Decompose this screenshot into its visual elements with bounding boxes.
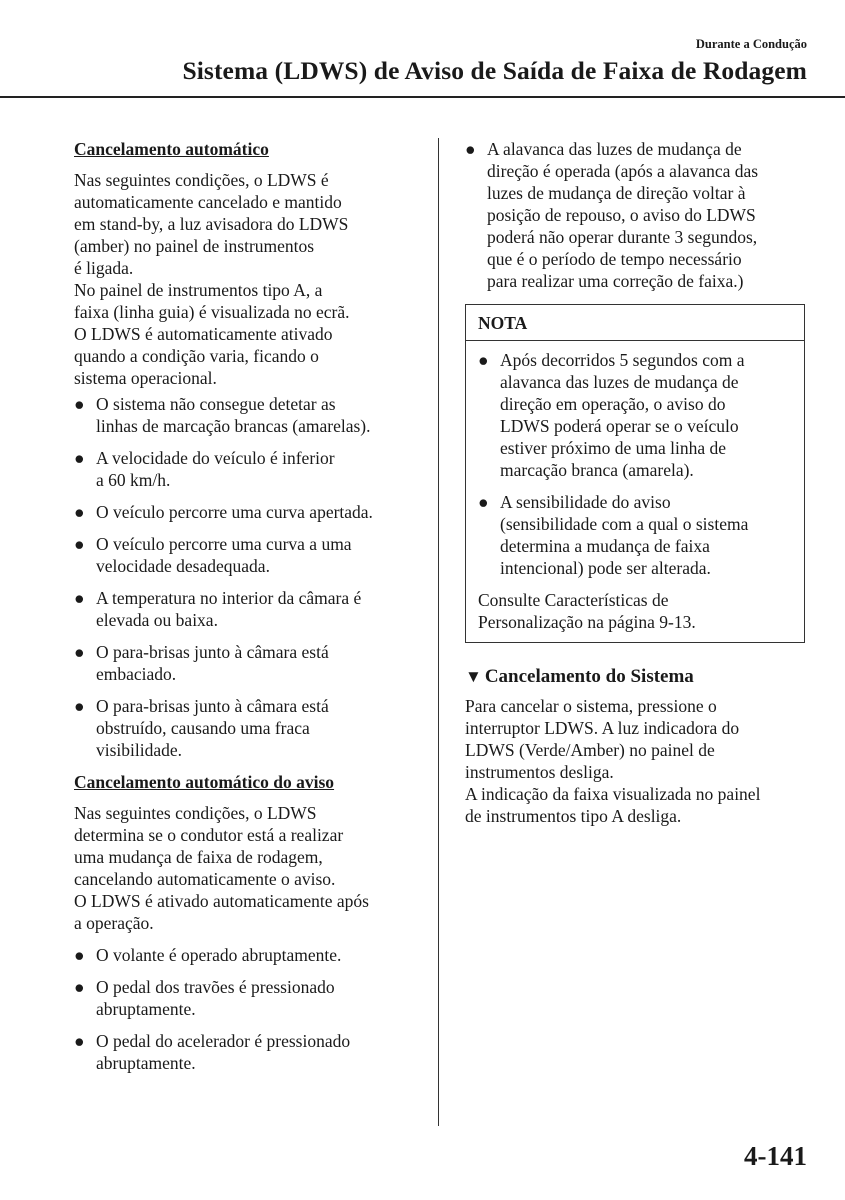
section-label: Durante a Condução [695, 37, 807, 51]
text-line: Personalização na página 9-13. [478, 612, 696, 632]
text-line: velocidade desadequada. [96, 556, 270, 576]
text-line: faixa (linha guia) é visualizada no ecrã. [74, 302, 350, 322]
warning-cancel-list [74, 944, 426, 1074]
text-line: Consulte Características de [478, 590, 669, 610]
list-item-text [96, 1030, 426, 1074]
list-item [465, 138, 810, 292]
text-line: Para cancelar o sistema, pressione o [465, 696, 717, 716]
bullet-dot: ● [478, 350, 489, 370]
text-line: elevada ou baixa. [96, 610, 218, 630]
list-item [74, 1030, 426, 1074]
text-line: cancelando automaticamente o aviso. [74, 869, 336, 889]
text-line: determina a mudança de faixa [500, 536, 710, 556]
text-line: posição de repouso, o aviso do LDWS [487, 205, 756, 225]
text-line: O pedal do acelerador é pressionado [96, 1031, 351, 1051]
list-item-text [96, 976, 426, 1020]
text-line: Após decorridos 5 segundos com a [500, 350, 745, 370]
list-item [74, 393, 426, 437]
text-line: A indicação da faixa visualizada no painel [465, 784, 761, 804]
list-item-text [96, 533, 426, 577]
list-item [74, 641, 426, 685]
bullet-dot: ● [74, 534, 85, 554]
text-line: direção em operação, o aviso do [500, 394, 726, 414]
warning-cancel-heading: Cancelamento automático do aviso [74, 772, 335, 792]
list-item [74, 944, 426, 966]
list-item [74, 587, 426, 631]
text-line: O sistema não consegue detetar as [96, 394, 336, 414]
list-item-text [96, 944, 426, 966]
text-line: obstruído, causando uma fraca [96, 718, 310, 738]
list-item [74, 533, 426, 577]
text-line: (amber) no painel de instrumentos [74, 236, 315, 256]
system-cancel-heading [465, 665, 810, 689]
right-column [465, 138, 810, 827]
bullet-dot: ● [478, 492, 489, 512]
text-line: automaticamente cancelado e mantido [74, 192, 342, 212]
text-line: A sensibilidade do aviso [500, 492, 671, 512]
lever-bullet-list [465, 138, 810, 292]
text-line: O para-brisas junto à câmara está [96, 642, 329, 662]
text-line: O veículo percorre uma curva a uma [96, 534, 352, 554]
list-item [74, 447, 426, 491]
list-item [478, 491, 792, 579]
list-item-text [96, 587, 426, 631]
text-line: interruptor LDWS. A luz indicadora do [465, 718, 740, 738]
system-cancel-heading-text: Cancelamento do Sistema [484, 666, 694, 687]
list-item-text [96, 447, 426, 491]
text-line: A alavanca das luzes de mudança de [487, 139, 742, 159]
bullet-dot: ● [74, 394, 85, 414]
warning-cancel-paragraph [74, 802, 426, 934]
bullet-dot: ● [74, 448, 85, 468]
text-line: embaciado. [96, 664, 177, 684]
text-line: No painel de instrumentos tipo A, a [74, 280, 323, 300]
text-line: estiver próximo de uma linha de [500, 438, 726, 458]
bullet-dot: ● [74, 945, 85, 965]
text-line: determina se o condutor está a realizar [74, 825, 344, 845]
system-cancel-paragraph [465, 695, 810, 827]
auto-cancel-list [74, 393, 426, 761]
bullet-dot: ● [74, 502, 85, 522]
text-line: de instrumentos tipo A desliga. [465, 806, 682, 826]
text-line: O LDWS é ativado automaticamente após [74, 891, 369, 911]
text-line: LDWS (Verde/Amber) no painel de [465, 740, 715, 760]
list-item-text [96, 501, 426, 523]
list-item [74, 976, 426, 1020]
triangle-down-icon: ▼ [465, 667, 482, 686]
note-box [465, 304, 805, 643]
text-line: luzes de mudança de direção voltar à [487, 183, 746, 203]
text-line: em stand-by, a luz avisadora do LDWS [74, 214, 349, 234]
text-line: instrumentos desliga. [465, 762, 614, 782]
list-item-text [96, 393, 426, 437]
text-line: A temperatura no interior da câmara é [96, 588, 362, 608]
page-number: 4-141 [744, 1141, 807, 1171]
text-line: intencional) pode ser alterada. [500, 558, 711, 578]
text-line: é ligada. [74, 258, 134, 278]
text-line: alavanca das luzes de mudança de [500, 372, 739, 392]
text-line: sistema operacional. [74, 368, 217, 388]
auto-cancel-heading: Cancelamento automático [74, 139, 269, 159]
text-line: A velocidade do veículo é inferior [96, 448, 335, 468]
text-line: LDWS poderá operar se o veículo [500, 416, 739, 436]
list-item-text [96, 641, 426, 685]
text-line: uma mudança de faixa de rodagem, [74, 847, 323, 867]
list-item [74, 501, 426, 523]
text-line: O veículo percorre uma curva apertada. [96, 502, 373, 522]
note-list [478, 349, 792, 579]
text-line: Nas seguintes condições, o LDWS é [74, 170, 329, 190]
note-title: NOTA [466, 305, 804, 341]
bullet-dot: ● [465, 139, 476, 159]
text-line: marcação branca (amarela). [500, 460, 694, 480]
column-divider [438, 138, 439, 1126]
text-line: O pedal dos travões é pressionado [96, 977, 335, 997]
text-line: quando a condição varia, ficando o [74, 346, 319, 366]
auto-cancel-paragraph [74, 169, 426, 389]
text-line: abruptamente. [96, 999, 196, 1019]
text-line: que é o período de tempo necessário [487, 249, 742, 269]
bullet-dot: ● [74, 642, 85, 662]
text-line: visibilidade. [96, 740, 183, 760]
list-item-text [500, 491, 792, 579]
text-line: a operação. [74, 913, 154, 933]
text-line: a 60 km/h. [96, 470, 171, 490]
note-body [466, 341, 804, 642]
text-line: linhas de marcação brancas (amarelas). [96, 416, 371, 436]
note-footer [478, 589, 792, 633]
list-item-text [500, 349, 792, 481]
bullet-dot: ● [74, 977, 85, 997]
list-item-text [96, 695, 426, 761]
bullet-dot: ● [74, 696, 85, 716]
title-rule [0, 96, 845, 98]
list-item [478, 349, 792, 481]
text-line: direção é operada (após a alavanca das [487, 161, 759, 181]
text-line: para realizar uma correção de faixa.) [487, 271, 744, 291]
text-line: O LDWS é automaticamente ativado [74, 324, 333, 344]
list-item [74, 695, 426, 761]
lever-bullet-text [487, 138, 810, 292]
text-line: O volante é operado abruptamente. [96, 945, 342, 965]
text-line: Nas seguintes condições, o LDWS [74, 803, 317, 823]
text-line: poderá não operar durante 3 segundos, [487, 227, 758, 247]
left-column [74, 138, 426, 1084]
text-line: (sensibilidade com a qual o sistema [500, 514, 749, 534]
page-title: Sistema (LDWS) de Aviso de Saída de Faixa de Rodagem [182, 56, 807, 85]
text-line: abruptamente. [96, 1053, 196, 1073]
bullet-dot: ● [74, 1031, 85, 1051]
text-line: O para-brisas junto à câmara está [96, 696, 329, 716]
bullet-dot: ● [74, 588, 85, 608]
